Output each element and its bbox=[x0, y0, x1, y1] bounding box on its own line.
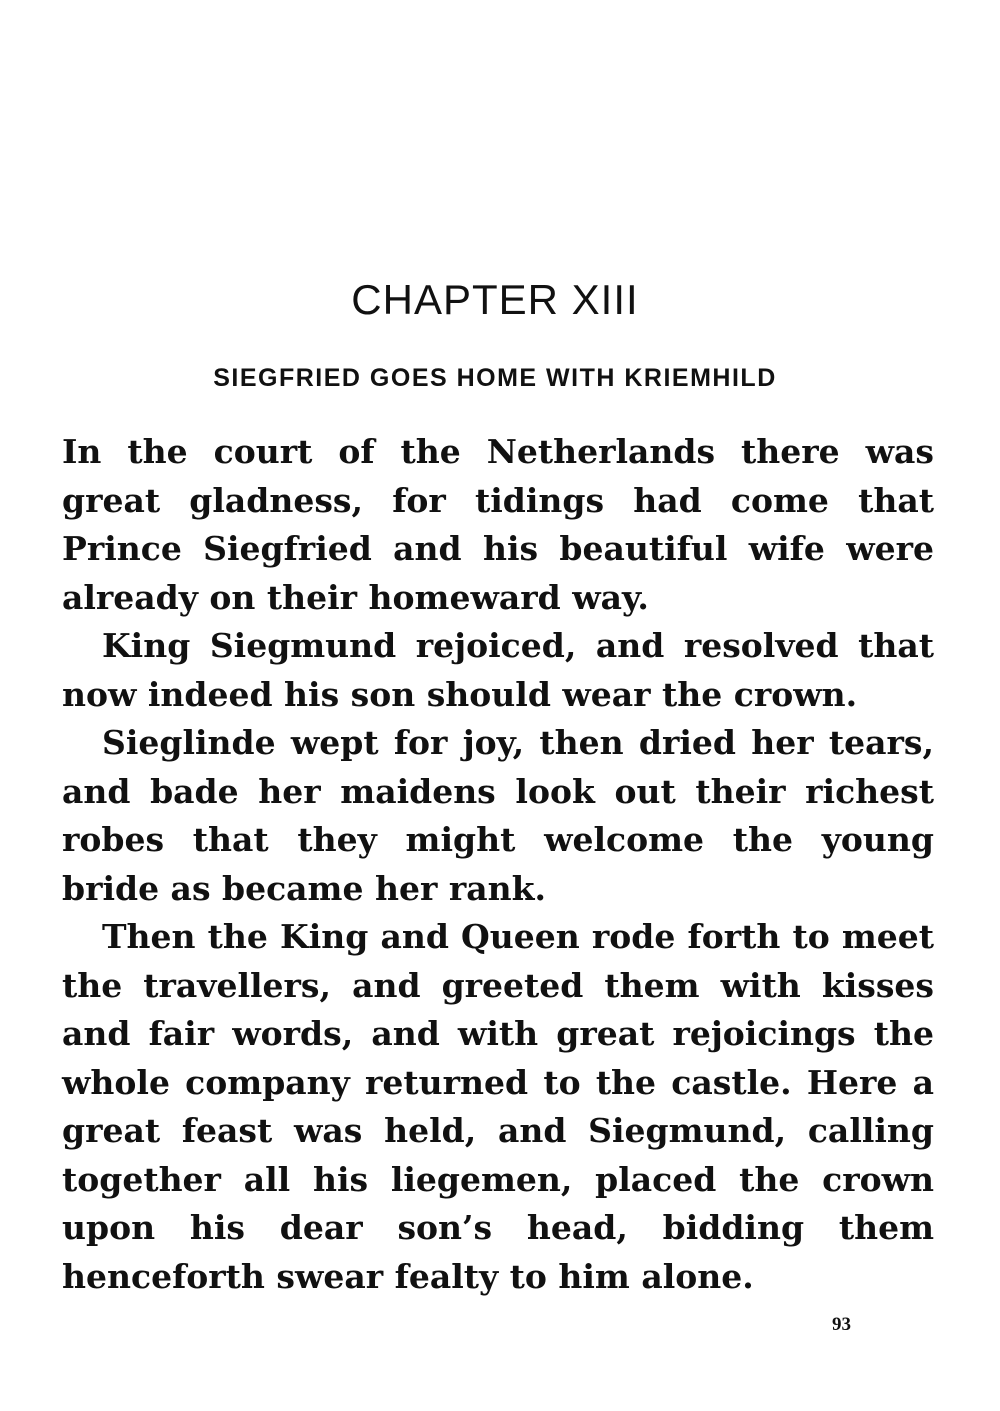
paragraph: In the court of the Netherlands there was great gladness, for tidings had come that Prince Siegfried and his beautiful wife were already on their homeward way. bbox=[62, 432, 934, 617]
paragraph: King Siegmund rejoiced, and resolved that now indeed his son should wear the crown. bbox=[62, 626, 934, 714]
chapter-heading: CHAPTER XIII bbox=[351, 276, 639, 323]
paragraph: Sieglinde wept for joy, then dried her tears, and bade her maidens look out their richest robes that they might welcome the young bride as became her rank. bbox=[62, 723, 934, 908]
paragraph: Then the King and Queen rode forth to meet the travellers, and greeted them with kisses and fair words, and with great rejoicings the whole company returned to the castle. Here a great feast was held, and Siegmund, calling together all his liegemen, placed the crown upon his dear son’s head, bidding them henceforth swear fealty to him alone. bbox=[62, 917, 934, 1296]
page-number: 93 bbox=[832, 1314, 851, 1335]
chapter-subtitle: SIEGFRIED GOES HOME WITH KRIEMHILD bbox=[213, 364, 777, 392]
body-text bbox=[62, 428, 934, 1301]
